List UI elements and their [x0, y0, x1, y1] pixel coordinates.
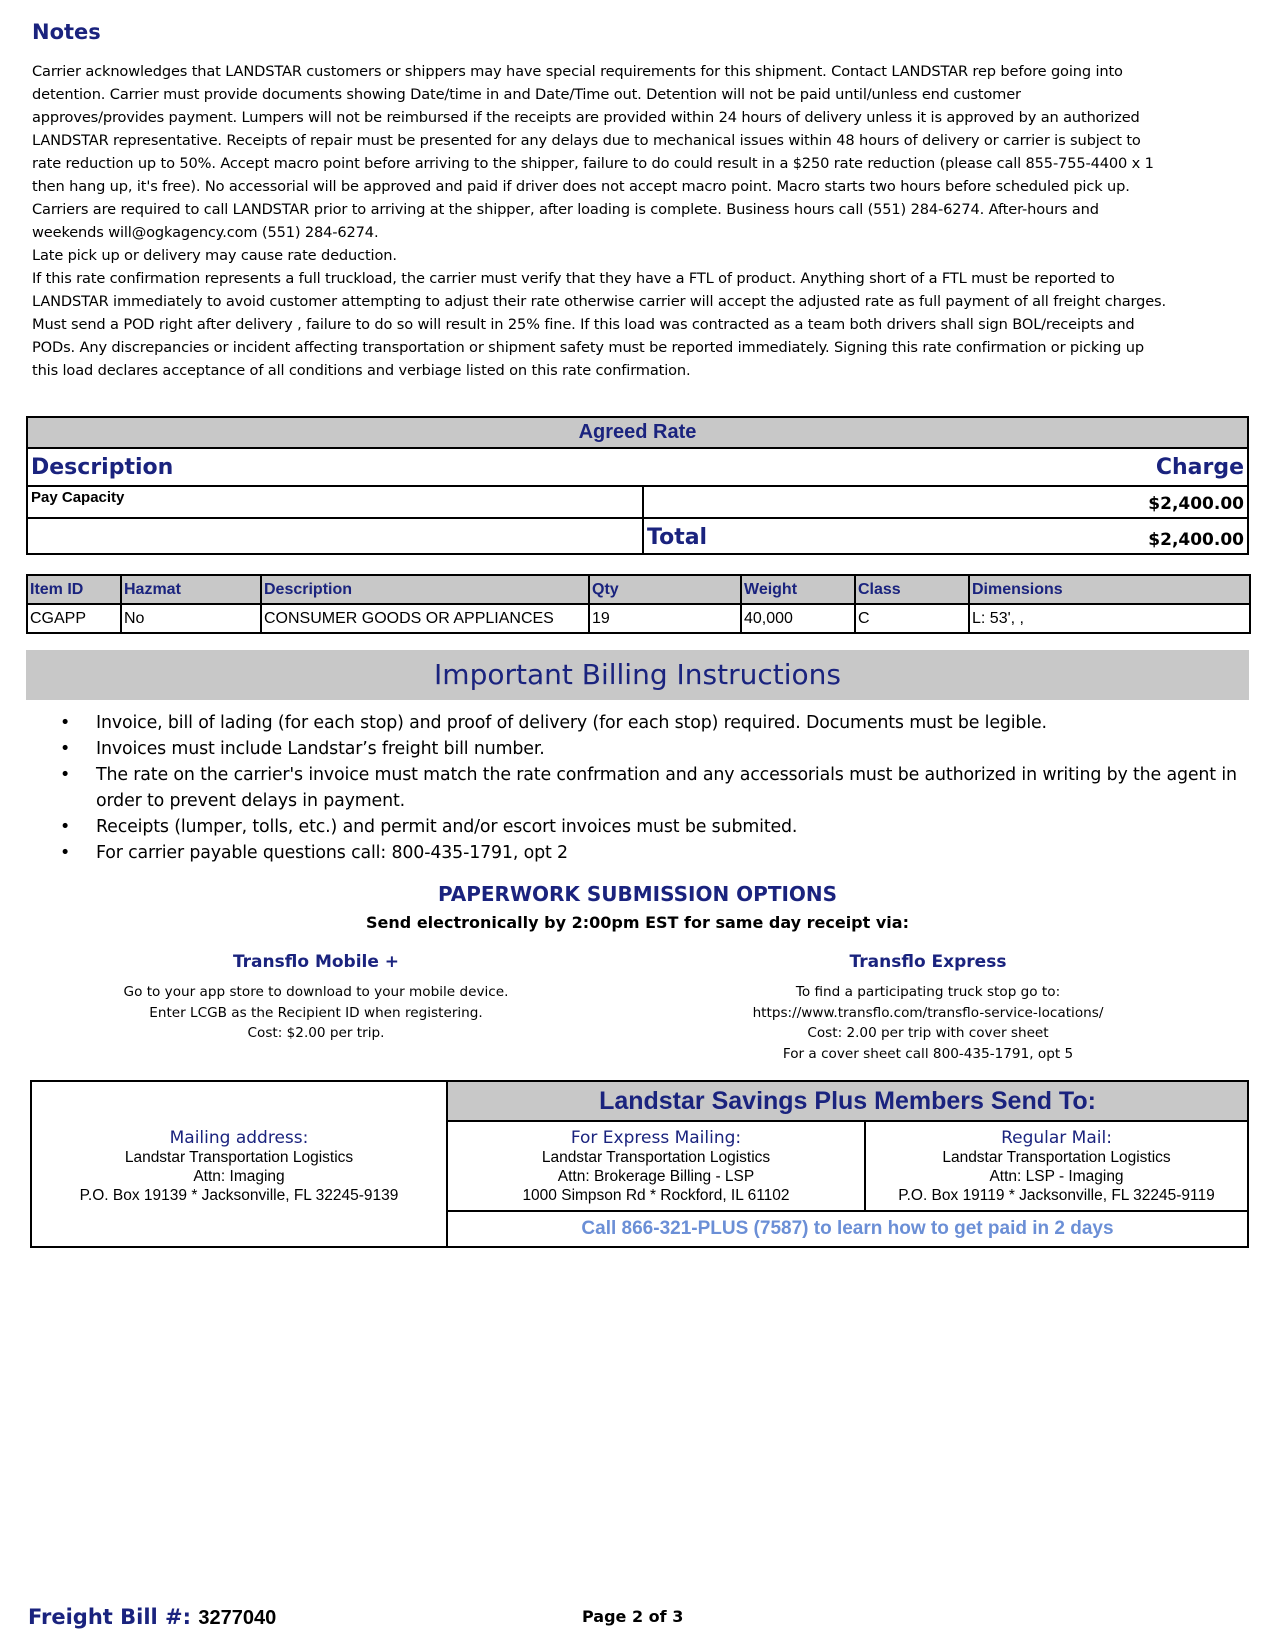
rate-line-charge: $2,400.00	[1148, 494, 1244, 514]
list-item	[60, 840, 1250, 866]
rate-total-empty	[28, 519, 644, 553]
notes-line: rate reduction up to 50%. Accept macro point before arriving to the shipper, failure to do could result in a $250 rate reduction (please call 855-755-4400 x 1	[32, 155, 1154, 172]
notes-line: this load declares acceptance of all conditions and verbiage listed on this rate confirmation.	[32, 362, 691, 379]
cell-item-id: CGAPP	[27, 604, 121, 633]
rate-total-cell	[644, 519, 1247, 553]
express-mailing-line: Landstar Transportation Logistics	[541, 1149, 771, 1166]
cell-qty: 19	[589, 604, 741, 633]
transflo-mobile-line: Cost: $2.00 per trip.	[247, 1025, 385, 1041]
rate-line-description: Pay Capacity	[28, 487, 644, 517]
savings-plus-title: Landstar Savings Plus Members Send To:	[448, 1082, 1247, 1122]
transflo-express-line: Cost: 2.00 per trip with cover sheet	[807, 1025, 1049, 1041]
billing-item-text: Invoice, bill of lading (for each stop) and proof of delivery (for each stop) required. Documents must be legible.	[96, 713, 1047, 733]
notes-line: Must send a POD right after delivery , failure to do so will result in 25% fine. If this load was contracted as a team both drivers shall sign BOL/receipts and	[32, 316, 1135, 333]
bullet: •	[60, 843, 71, 863]
regular-mail-address	[866, 1122, 1247, 1205]
savings-plus-call-text: Call 866-321-PLUS (7587) to learn how to get paid in 2 days	[581, 1218, 1114, 1239]
col-class: Class	[855, 575, 969, 604]
notes-line: LANDSTAR immediately to avoid customer attempting to adjust their rate otherwise carrier will accept the adjusted rate as full payment of all freight charges.	[32, 293, 1166, 310]
items-table	[26, 574, 1251, 634]
notes-body	[32, 60, 1252, 382]
list-item	[60, 710, 1250, 736]
agreed-rate-title: Agreed Rate	[28, 418, 1247, 449]
notes-title: Notes	[32, 20, 101, 44]
mailing-address-line: Landstar Transportation Logistics	[124, 1149, 354, 1166]
regular-mail-line: Attn: LSP - Imaging	[989, 1168, 1124, 1185]
description-header: Description	[31, 454, 174, 480]
rate-total-row	[28, 517, 1247, 553]
transflo-express-url[interactable]: https://www.transflo.com/transflo-service-locations/	[752, 1004, 1104, 1021]
notes-line: weekends will@ogkagency.com (551) 284-6274.	[32, 224, 379, 241]
paperwork-title: PAPERWORK SUBMISSION OPTIONS	[437, 882, 838, 906]
cell-class: C	[855, 604, 969, 633]
notes-line: Late pick up or delivery may cause rate deduction.	[32, 247, 397, 264]
col-weight: Weight	[741, 575, 855, 604]
express-mailing-line: Attn: Brokerage Billing - LSP	[557, 1168, 755, 1185]
mailing-address-line: Attn: Imaging	[193, 1168, 285, 1185]
col-item-id: Item ID	[27, 575, 121, 604]
transflo-mobile-line: Enter LCGB as the Recipient ID when registering.	[149, 1004, 483, 1021]
total-amount: $2,400.00	[1148, 530, 1244, 550]
regular-mail-line: Landstar Transportation Logistics	[942, 1149, 1171, 1166]
page-number: Page 2 of 3	[582, 1607, 684, 1626]
bullet: •	[60, 817, 71, 837]
bullet: •	[60, 713, 71, 733]
transflo-mobile-title: Transflo Mobile +	[232, 952, 400, 972]
billing-item-text: Receipts (lumper, tolls, etc.) and permit and/or escort invoices must be submited.	[96, 817, 798, 837]
billing-list	[60, 710, 1250, 866]
mailing-address-line: P.O. Box 19139 * Jacksonville, FL 32245-9139	[79, 1187, 399, 1204]
express-mailing-line: 1000 Simpson Rd * Rockford, IL 61102	[522, 1187, 790, 1204]
col-dimensions: Dimensions	[969, 575, 1250, 604]
notes-line: approves/provides payment. Lumpers will not be reimbursed if the receipts are provided within 24 hours of delivery unless it is approved by an authorized	[32, 109, 1140, 126]
regular-mail-cell	[866, 1122, 1247, 1212]
charge-header: Charge	[1155, 454, 1244, 480]
col-hazmat: Hazmat	[121, 575, 261, 604]
transflo-express-line: To find a participating truck stop go to:	[795, 984, 1061, 1000]
col-qty: Qty	[589, 575, 741, 604]
express-mailing-label: For Express Mailing:	[570, 1128, 742, 1148]
rate-header-row	[28, 449, 1247, 487]
billing-item-text: The rate on the carrier's invoice must match the rate confrmation and any accessorials must be authorized in writing by the agent in order to prevent delays in payment.	[96, 765, 1237, 811]
list-item	[60, 762, 1250, 814]
cell-description: CONSUMER GOODS OR APPLIANCES	[261, 604, 589, 633]
notes-line: detention. Carrier must provide documents showing Date/time in and Date/Time out. Detention will not be paid until/unless end customer	[32, 86, 1021, 103]
cell-dimensions: L: 53', ,	[969, 604, 1250, 633]
list-item	[60, 736, 1250, 762]
rate-line-charge-cell	[644, 487, 1247, 517]
list-item	[60, 814, 1250, 840]
freight-bill-number: 3277040	[198, 1607, 277, 1629]
bullet: •	[60, 739, 71, 759]
transflo-express-title: Transflo Express	[849, 952, 1007, 972]
notes-line: LANDSTAR representative. Receipts of repair must be presented for any delays due to mechanical issues within 48 hours of delivery or carrier is subject to	[32, 132, 1141, 149]
table-row	[27, 604, 1250, 633]
total-label: Total	[647, 525, 708, 550]
paperwork-subtitle: Send electronically by 2:00pm EST for same day receipt via:	[366, 913, 909, 932]
mailing-address-label: Mailing address:	[169, 1128, 309, 1148]
transflo-express-line: For a cover sheet call 800-435-1791, opt 5	[782, 1045, 1074, 1062]
notes-line: If this rate confirmation represents a full truckload, the carrier must verify that they have a FTL of product. Anything short of a FTL must be reported to	[32, 270, 1115, 287]
notes-line: then hang up, it's free). No accessorial will be approved and paid if driver does not accept macro point. Macro starts two hours before scheduled pick up.	[32, 178, 1130, 195]
notes-line: PODs. Any discrepancies or incident affecting transportation or shipment safety must be reported immediately. Signing this rate confirmation or picking up	[32, 339, 1144, 356]
cell-weight: 40,000	[741, 604, 855, 633]
express-mailing-cell	[448, 1122, 866, 1212]
cell-hazmat: No	[121, 604, 261, 633]
transflo-mobile-option	[56, 952, 576, 1044]
billing-item-text: For carrier payable questions call: 800-435-1791, opt 2	[96, 843, 568, 863]
billing-title: Important Billing Instructions	[26, 650, 1249, 700]
notes-line: Carrier acknowledges that LANDSTAR customers or shippers may have special requirements for this shipment. Contact LANDSTAR rep before going into	[32, 63, 1123, 80]
mailing-address-cell	[32, 1082, 448, 1246]
transflo-express-option	[668, 952, 1188, 1064]
notes-line: Carriers are required to call LANDSTAR prior to arriving at the shipper, after loading is complete. Business hours call (551) 284-6274. After-hours and	[32, 201, 1099, 218]
express-mailing-address	[448, 1122, 864, 1205]
address-box	[30, 1080, 1249, 1248]
agreed-rate-table	[26, 416, 1249, 555]
regular-mail-line: P.O. Box 19119 * Jacksonville, FL 32245-9119	[898, 1187, 1215, 1204]
billing-item-text: Invoices must include Landstar’s freight bill number.	[96, 739, 545, 759]
bullet: •	[60, 765, 71, 785]
rate-line-row	[28, 487, 1247, 517]
transflo-mobile-line: Go to your app store to download to your mobile device.	[123, 984, 509, 1000]
col-description: Description	[261, 575, 589, 604]
freight-bill-label: Freight Bill #:	[28, 1605, 192, 1629]
regular-mail-label: Regular Mail:	[1001, 1128, 1112, 1148]
freight-bill	[28, 1605, 276, 1630]
items-header-row	[27, 575, 1250, 604]
mailing-address	[32, 1082, 446, 1205]
